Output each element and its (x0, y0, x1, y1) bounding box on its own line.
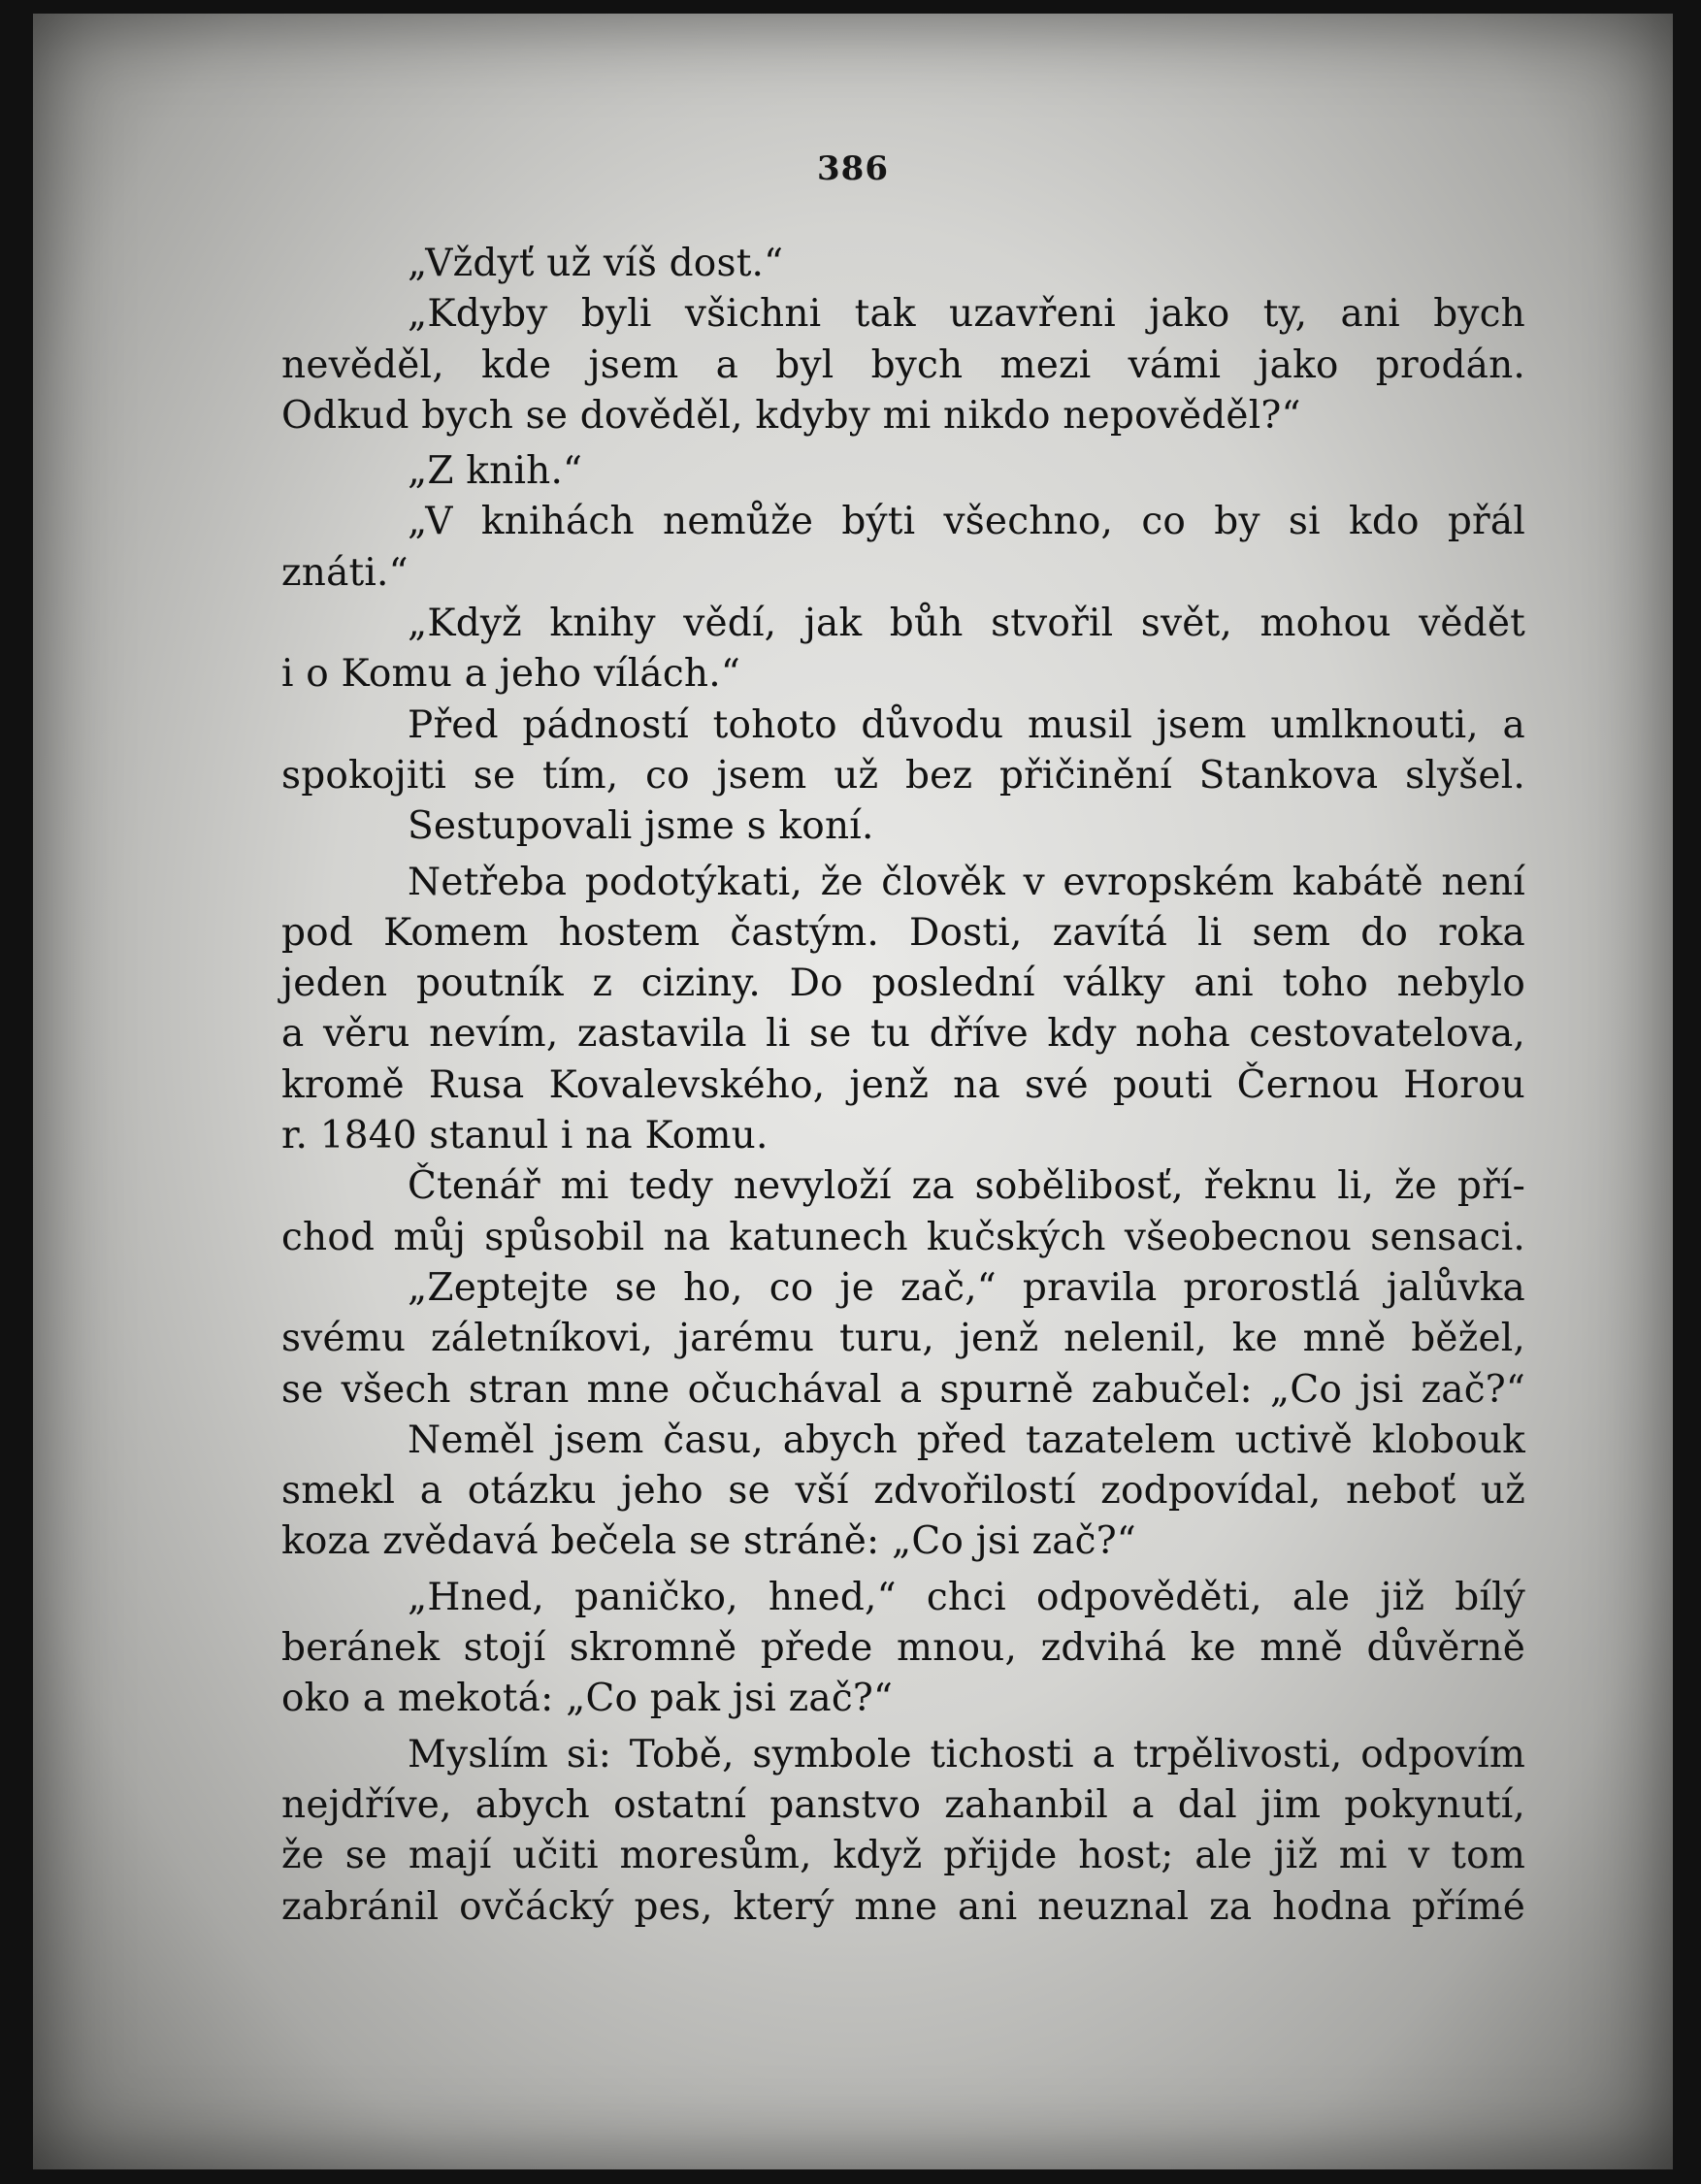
text-line: chod můj spůsobil na katunech kučských všeobecnou sensaci. (281, 1215, 1525, 1259)
text-line: i o Komu a jeho vílách.“ (281, 652, 740, 697)
text-line: Odkud bych se dověděl, kdyby mi nikdo nepověděl?“ (281, 393, 1301, 438)
body-text (281, 239, 1525, 1933)
text-line: „Z knih.“ (408, 449, 583, 494)
text-line: svému záletníkovi, jarému turu, jenž nelenil, ke mně běžel, (281, 1317, 1525, 1361)
text-line: pod Komem hostem častým. Dosti, zavítá li sem do roka (281, 910, 1525, 955)
text-line: „Hned, paničko, hned,“ chci odpověděti, ale již bílý (408, 1575, 1525, 1619)
text-line: „Zeptejte se ho, co je zač,“ pravila prorostlá jalůvka (408, 1265, 1525, 1310)
text-line: Netřeba podotýkati, že člověk v evropském kabátě není (408, 860, 1525, 904)
text-line: „V knihách nemůže býti všechno, co by si kdo přál (408, 500, 1525, 544)
text-line: Myslím si: Tobě, symbole tichosti a trpělivosti, odpovím (408, 1732, 1525, 1777)
text-line: že se mají učiti moresům, když přijde host; ale již mi v tom (281, 1834, 1525, 1878)
text-line: beránek stojí skromně přede mnou, zdvihá ke mně důvěrně (281, 1626, 1525, 1671)
book-page (33, 14, 1673, 2169)
text-line: nejdříve, abych ostatní panstvo zahanbil a dal jim pokynutí, (281, 1782, 1525, 1827)
text-line: znáti.“ (281, 550, 409, 595)
text-line: smekl a otázku jeho se vší zdvořilostí zodpovídal, neboť už (281, 1469, 1525, 1514)
text-line: r. 1840 stanul i na Komu. (281, 1114, 769, 1158)
text-line: spokojiti se tím, co jsem už bez přičinění Stankova slyšel. (281, 753, 1525, 798)
text-line: Neměl jsem času, abych před tazatelem uctivě klobouk (408, 1418, 1525, 1462)
text-line: zabránil ovčácký pes, který mne ani neuznal za hodna přímé (281, 1884, 1525, 1929)
page-number: 386 (817, 149, 889, 188)
text-line: „Vždyť už víš dost.“ (408, 242, 784, 285)
text-line: a věru nevím, zastavila li se tu dříve kdy noha cestovatelova, (281, 1012, 1525, 1057)
text-line: Sestupovali jsme s koní. (408, 804, 874, 849)
text-line: se všech stran mne očuchával a spurně zabučel: „Co jsi zač?“ (281, 1367, 1525, 1412)
text-line: „Když knihy vědí, jak bůh stvořil svět, mohou vědět (408, 602, 1525, 646)
text-line: nevěděl, kde jsem a byl bych mezi vámi jako prodán. (281, 342, 1525, 387)
text-line: oko a mekotá: „Co pak jsi zač?“ (281, 1677, 894, 1721)
text-line: kromě Rusa Kovalevského, jenž na své pouti Černou Horou (281, 1062, 1525, 1107)
text-line: jeden poutník z ciziny. Do poslední války ani toho nebylo (281, 962, 1525, 1006)
text-line: Čtenář mi tedy nevyloží za sobělibosť, řeknu li, že pří- (408, 1164, 1525, 1209)
text-line: „Kdyby byli všichni tak uzavřeni jako ty, ani bych (408, 292, 1525, 337)
text-line: Před pádností tohoto důvodu musil jsem umlknouti, a (408, 702, 1525, 747)
text-line: koza zvědavá bečela se stráně: „Co jsi zač?“ (281, 1519, 1136, 1564)
